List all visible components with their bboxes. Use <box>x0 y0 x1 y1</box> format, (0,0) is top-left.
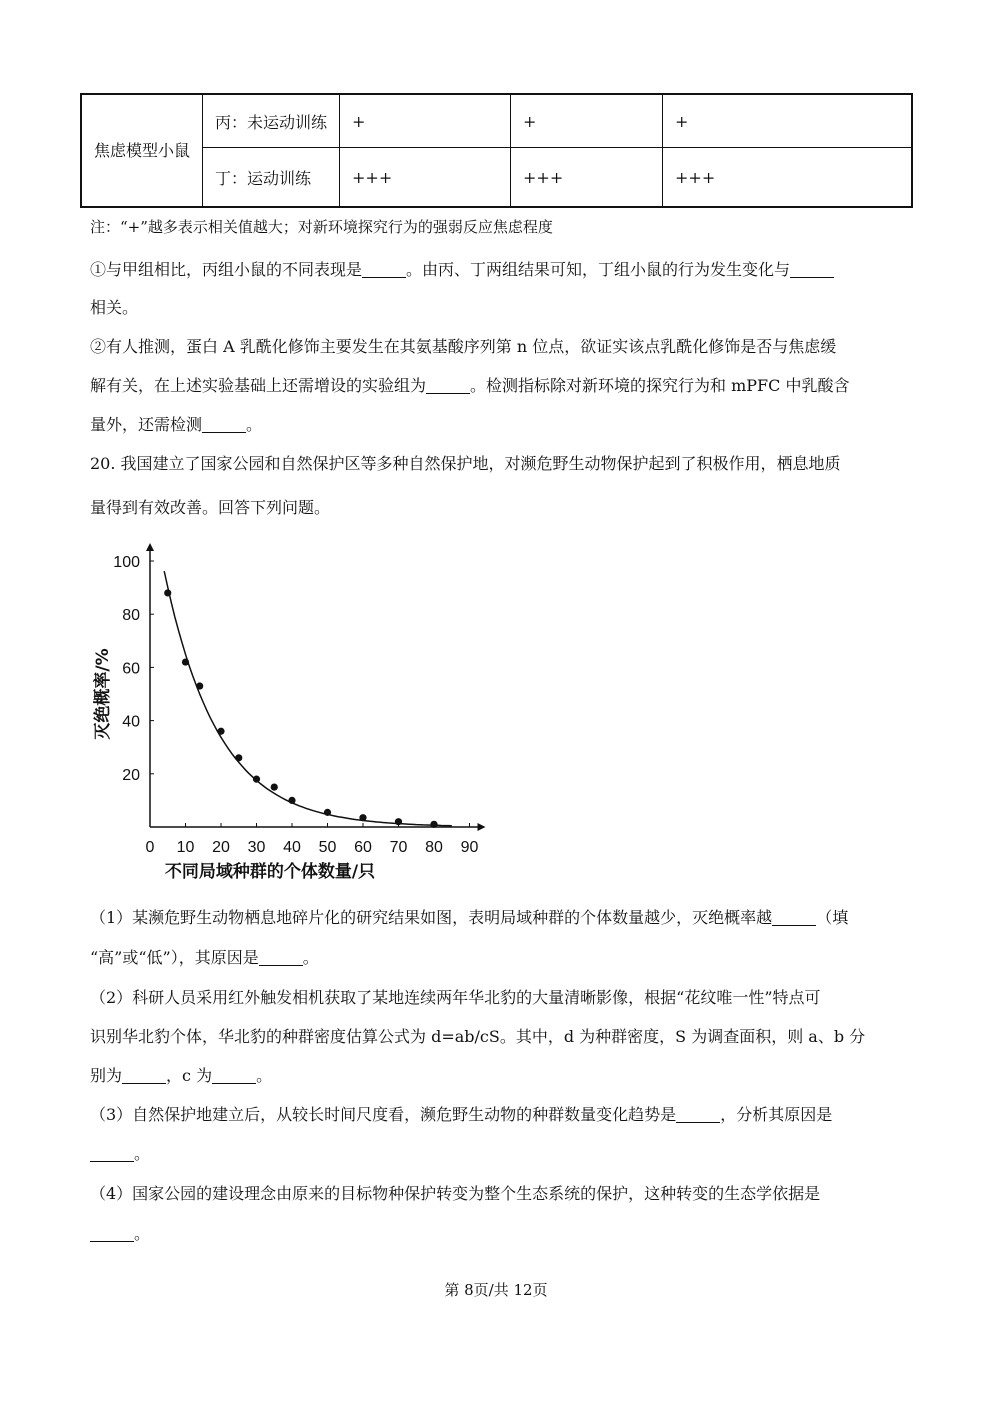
answer-blank[interactable] <box>259 949 303 966</box>
text: 相关。 <box>90 298 139 317</box>
data-point <box>359 814 366 821</box>
text: 。 <box>134 1144 151 1163</box>
x-tick-label: 40 <box>283 839 301 856</box>
data-point <box>288 797 295 804</box>
text: 。 <box>246 415 263 434</box>
data-point <box>217 728 224 735</box>
fit-curve <box>164 571 452 826</box>
table-cell: + <box>663 94 913 148</box>
answer-blank[interactable] <box>90 1145 134 1162</box>
y-tick-label: 40 <box>122 713 140 731</box>
text: 解有关，在上述实验基础上还需增设的实验组为 <box>90 376 427 395</box>
answer-blank[interactable] <box>426 377 470 394</box>
table-row <box>81 94 912 148</box>
data-point <box>430 821 437 828</box>
table-cell: 丁：运动训练 <box>203 148 340 208</box>
question-line <box>90 1024 865 1047</box>
text: 。 <box>256 1066 273 1085</box>
data-point <box>253 776 260 783</box>
question-line <box>90 945 319 968</box>
question-line <box>90 1102 832 1125</box>
answer-blank[interactable] <box>676 1106 720 1123</box>
page-footer: 第 8页/共 12页 <box>444 1281 548 1299</box>
results-table <box>80 93 913 208</box>
x-tick-label: 80 <box>425 839 443 856</box>
y-axis-arrow <box>146 543 154 551</box>
data-points-layer <box>164 589 437 828</box>
data-point <box>164 589 171 596</box>
y-tick-label: 20 <box>122 766 140 784</box>
x-tick-label: 0 <box>145 839 155 856</box>
text: 识别华北豹个体，华北豹的种群密度估算公式为 d=ab/cS。其中，d 为种群密度，S 为调查面积，则 a、b 分 <box>90 1027 866 1046</box>
fit-curve-layer <box>164 571 452 826</box>
text: （2）科研人员采用红外触发相机获取了某地连续两年华北豹的大量清晰影像，根据“花纹唯一性”特点可 <box>90 988 821 1007</box>
text: ①与甲组相比，丙组小鼠的不同表现是 <box>90 260 363 279</box>
question-line <box>90 334 836 357</box>
question-line <box>90 257 834 280</box>
table-note: 注：“+”越多表示相关值越大；对新环境探究行为的强弱反应焦虑程度 <box>90 218 553 236</box>
data-point <box>395 818 402 825</box>
text: 。检测指标除对新环境的探究行为和 mPFC 中乳酸含 <box>470 376 850 395</box>
text: 。由丙、丁两组结果可知，丁组小鼠的行为发生变化与 <box>406 260 791 279</box>
y-tick-label: 80 <box>122 607 140 625</box>
x-tick-label: 70 <box>389 839 408 856</box>
answer-blank[interactable] <box>122 1067 166 1084</box>
text: 。 <box>302 948 319 967</box>
x-axis-label: 不同局域种群的个体数量/只 <box>164 862 376 882</box>
question-line <box>90 1221 150 1244</box>
x-axis-arrow <box>478 823 486 831</box>
question-line <box>90 1141 150 1164</box>
text: ②有人推测，蛋白 A 乳酰化修饰主要发生在其氨基酸序列第 n 位点，欲证实该点乳酰化修饰是否与焦虑缓 <box>90 337 837 356</box>
answer-blank[interactable] <box>90 1225 134 1242</box>
table-cell: + <box>340 94 511 148</box>
question-line <box>90 985 821 1008</box>
x-tick-label: 30 <box>247 839 266 856</box>
text: 量外，还需检测 <box>90 415 203 434</box>
table-row <box>81 148 912 208</box>
text: ，c 为 <box>166 1066 213 1085</box>
x-tick-label: 20 <box>212 839 230 856</box>
question-line <box>90 905 848 928</box>
text: 20. 我国建立了国家公园和自然保护区等多种自然保护地，对濒危野生动物保护起到了积极作用，栖息地质 <box>90 454 841 473</box>
table-cell: + <box>511 94 663 148</box>
answer-blank[interactable] <box>202 416 246 433</box>
x-tick-label: 50 <box>318 839 337 856</box>
table-cell: +++ <box>663 148 913 208</box>
question-line <box>90 1063 272 1086</box>
answer-blank[interactable] <box>212 1067 256 1084</box>
text: 别为 <box>90 1066 123 1085</box>
answer-blank[interactable] <box>790 261 834 278</box>
x-tick-label: 10 <box>176 839 195 856</box>
table-cell: +++ <box>511 148 663 208</box>
question-line <box>90 412 262 435</box>
question-line <box>90 373 849 396</box>
question-line <box>90 1181 820 1204</box>
data-point <box>196 682 203 689</box>
text: 。 <box>134 1224 151 1243</box>
data-point <box>235 754 242 761</box>
y-axis-label: 灭绝概率/% <box>93 648 113 740</box>
table-cell: 丙：未运动训练 <box>203 94 340 148</box>
question-line <box>90 451 841 474</box>
group-label-cell: 焦虑模型小鼠 <box>81 94 203 207</box>
data-point <box>271 784 278 791</box>
answer-blank[interactable] <box>362 261 406 278</box>
y-tick-label: 60 <box>122 660 140 678</box>
extinction-chart <box>86 540 496 885</box>
text: ，分析其原因是 <box>720 1105 833 1124</box>
y-tick-label: 100 <box>113 554 140 571</box>
text: （填 <box>816 908 849 927</box>
question-line <box>90 295 138 318</box>
text: “高”或“低”），其原因是 <box>90 948 259 967</box>
x-tick-label: 90 <box>460 839 479 856</box>
question-line <box>90 495 330 518</box>
answer-blank[interactable] <box>772 909 816 926</box>
data-point <box>324 809 331 816</box>
x-tick-label: 60 <box>354 839 372 856</box>
text: 量得到有效改善。回答下列问题。 <box>90 498 331 517</box>
data-point <box>182 658 189 665</box>
table-cell: +++ <box>340 148 511 208</box>
text: （1）某濒危野生动物栖息地碎片化的研究结果如图，表明局域种群的个体数量越少，灭绝概率越 <box>90 908 773 927</box>
text: （3）自然保护地建立后，从较长时间尺度看，濒危野生动物的种群数量变化趋势是 <box>90 1105 677 1124</box>
text: （4）国家公园的建设理念由原来的目标物种保护转变为整个生态系统的保护，这种转变的生态学依据是 <box>90 1184 821 1203</box>
